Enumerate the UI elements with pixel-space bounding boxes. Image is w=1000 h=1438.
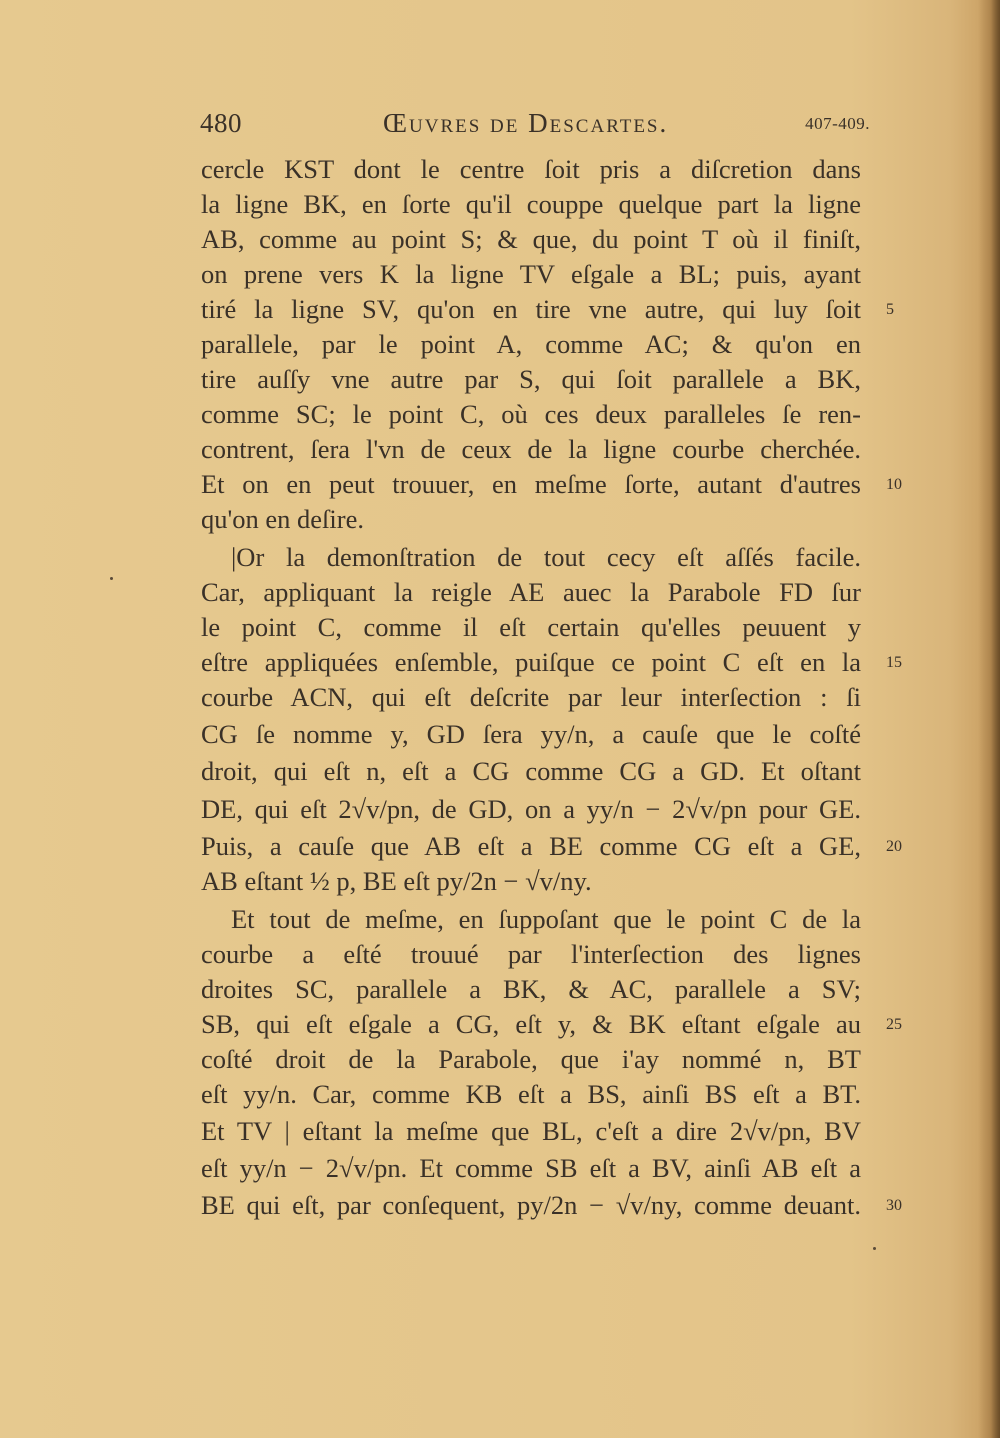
text-line: eſt yy/n. Car, comme KB eſt a BS, ainſi BS eſt a BT.	[201, 1079, 861, 1109]
text-line: la ligne BK, en ſorte qu'il couppe quelque part la ligne	[201, 189, 861, 219]
text-line: courbe a eſté trouué par l'interſection des lignes	[201, 939, 861, 969]
line-number: 30	[886, 1197, 902, 1214]
text-line: droit, qui eſt n, eſt a CG comme CG a GD. Et oſtant	[201, 756, 861, 786]
text-line: AB eſtant ½ p, BE eſt py/2n − √v/ny.	[201, 866, 592, 896]
text-line: droites SC, parallele a BK, & AC, parallele a SV;	[201, 974, 861, 1004]
text-line: parallele, par le point A, comme AC; & qu'on en	[201, 329, 861, 359]
text-line: DE, qui eſt 2√v/pn, de GD, on a yy/n − 2√v/pn pour GE.	[201, 794, 861, 824]
text-line: le point C, comme il eſt certain qu'elles peuuent y	[201, 612, 861, 642]
text-line: cercle KST dont le centre ſoit pris a diſcretion dans	[201, 154, 861, 184]
text-line: tire auſſy vne autre par S, qui ſoit parallele a BK,	[201, 364, 861, 394]
text-line: |Or la demonſtration de tout cecy eſt aſſés facile.	[231, 542, 861, 572]
page-reference: 407-409.	[805, 114, 870, 133]
text-line: SB, qui eſt eſgale a CG, eſt y, & BK eſtant eſgale au	[201, 1009, 861, 1039]
page-number: 480	[200, 108, 242, 138]
text-line: Et tout de meſme, en ſuppoſant que le point C de la	[231, 904, 861, 934]
text-line: BE qui eſt, par conſequent, py/2n − √v/ny, comme deuant.	[201, 1190, 861, 1220]
running-title: Œuvres de Descartes.	[383, 108, 669, 138]
line-number: 10	[886, 476, 902, 493]
text-line: eſt yy/n − 2√v/pn. Et comme SB eſt a BV, ainſi AB eſt a	[201, 1153, 861, 1183]
line-number: 25	[886, 1016, 902, 1033]
text-line: eſtre appliquées enſemble, puiſque ce point C eſt en la	[201, 647, 861, 677]
line-number: 5	[886, 301, 894, 318]
text-line: comme SC; le point C, où ces deux paralleles ſe ren-	[201, 399, 861, 429]
text-line: AB, comme au point S; & que, du point T où il finiſt,	[201, 224, 861, 254]
text-line: courbe ACN, qui eſt deſcrite par leur interſection : ſi	[201, 682, 861, 712]
page-header	[200, 108, 870, 148]
book-spine-shadow	[978, 0, 1000, 1438]
text-line: coſté droit de la Parabole, que i'ay nommé n, BT	[201, 1044, 861, 1074]
paper-speck	[873, 1247, 876, 1250]
text-line: contrent, ſera l'vn de ceux de la ligne courbe cherchée.	[201, 434, 861, 464]
text-line: tiré la ligne SV, qu'on en tire vne autre, qui luy ſoit	[201, 294, 861, 324]
text-line: qu'on en deſire.	[201, 504, 364, 534]
text-line: Et on en peut trouuer, en meſme ſorte, autant d'autres	[201, 469, 861, 499]
text-line: CG ſe nomme y, GD ſera yy/n, a cauſe que le coſté	[201, 719, 861, 749]
text-line: Puis, a cauſe que AB eſt a BE comme CG eſt a GE,	[201, 831, 861, 861]
line-number: 15	[886, 654, 902, 671]
text-line: Et TV | eſtant la meſme que BL, c'eſt a dire 2√v/pn, BV	[201, 1116, 861, 1146]
text-line: on prene vers K la ligne TV eſgale a BL; puis, ayant	[201, 259, 861, 289]
line-number: 20	[886, 838, 902, 855]
paper-speck	[110, 577, 113, 580]
text-line: Car, appliquant la reigle AE auec la Parabole FD ſur	[201, 577, 861, 607]
